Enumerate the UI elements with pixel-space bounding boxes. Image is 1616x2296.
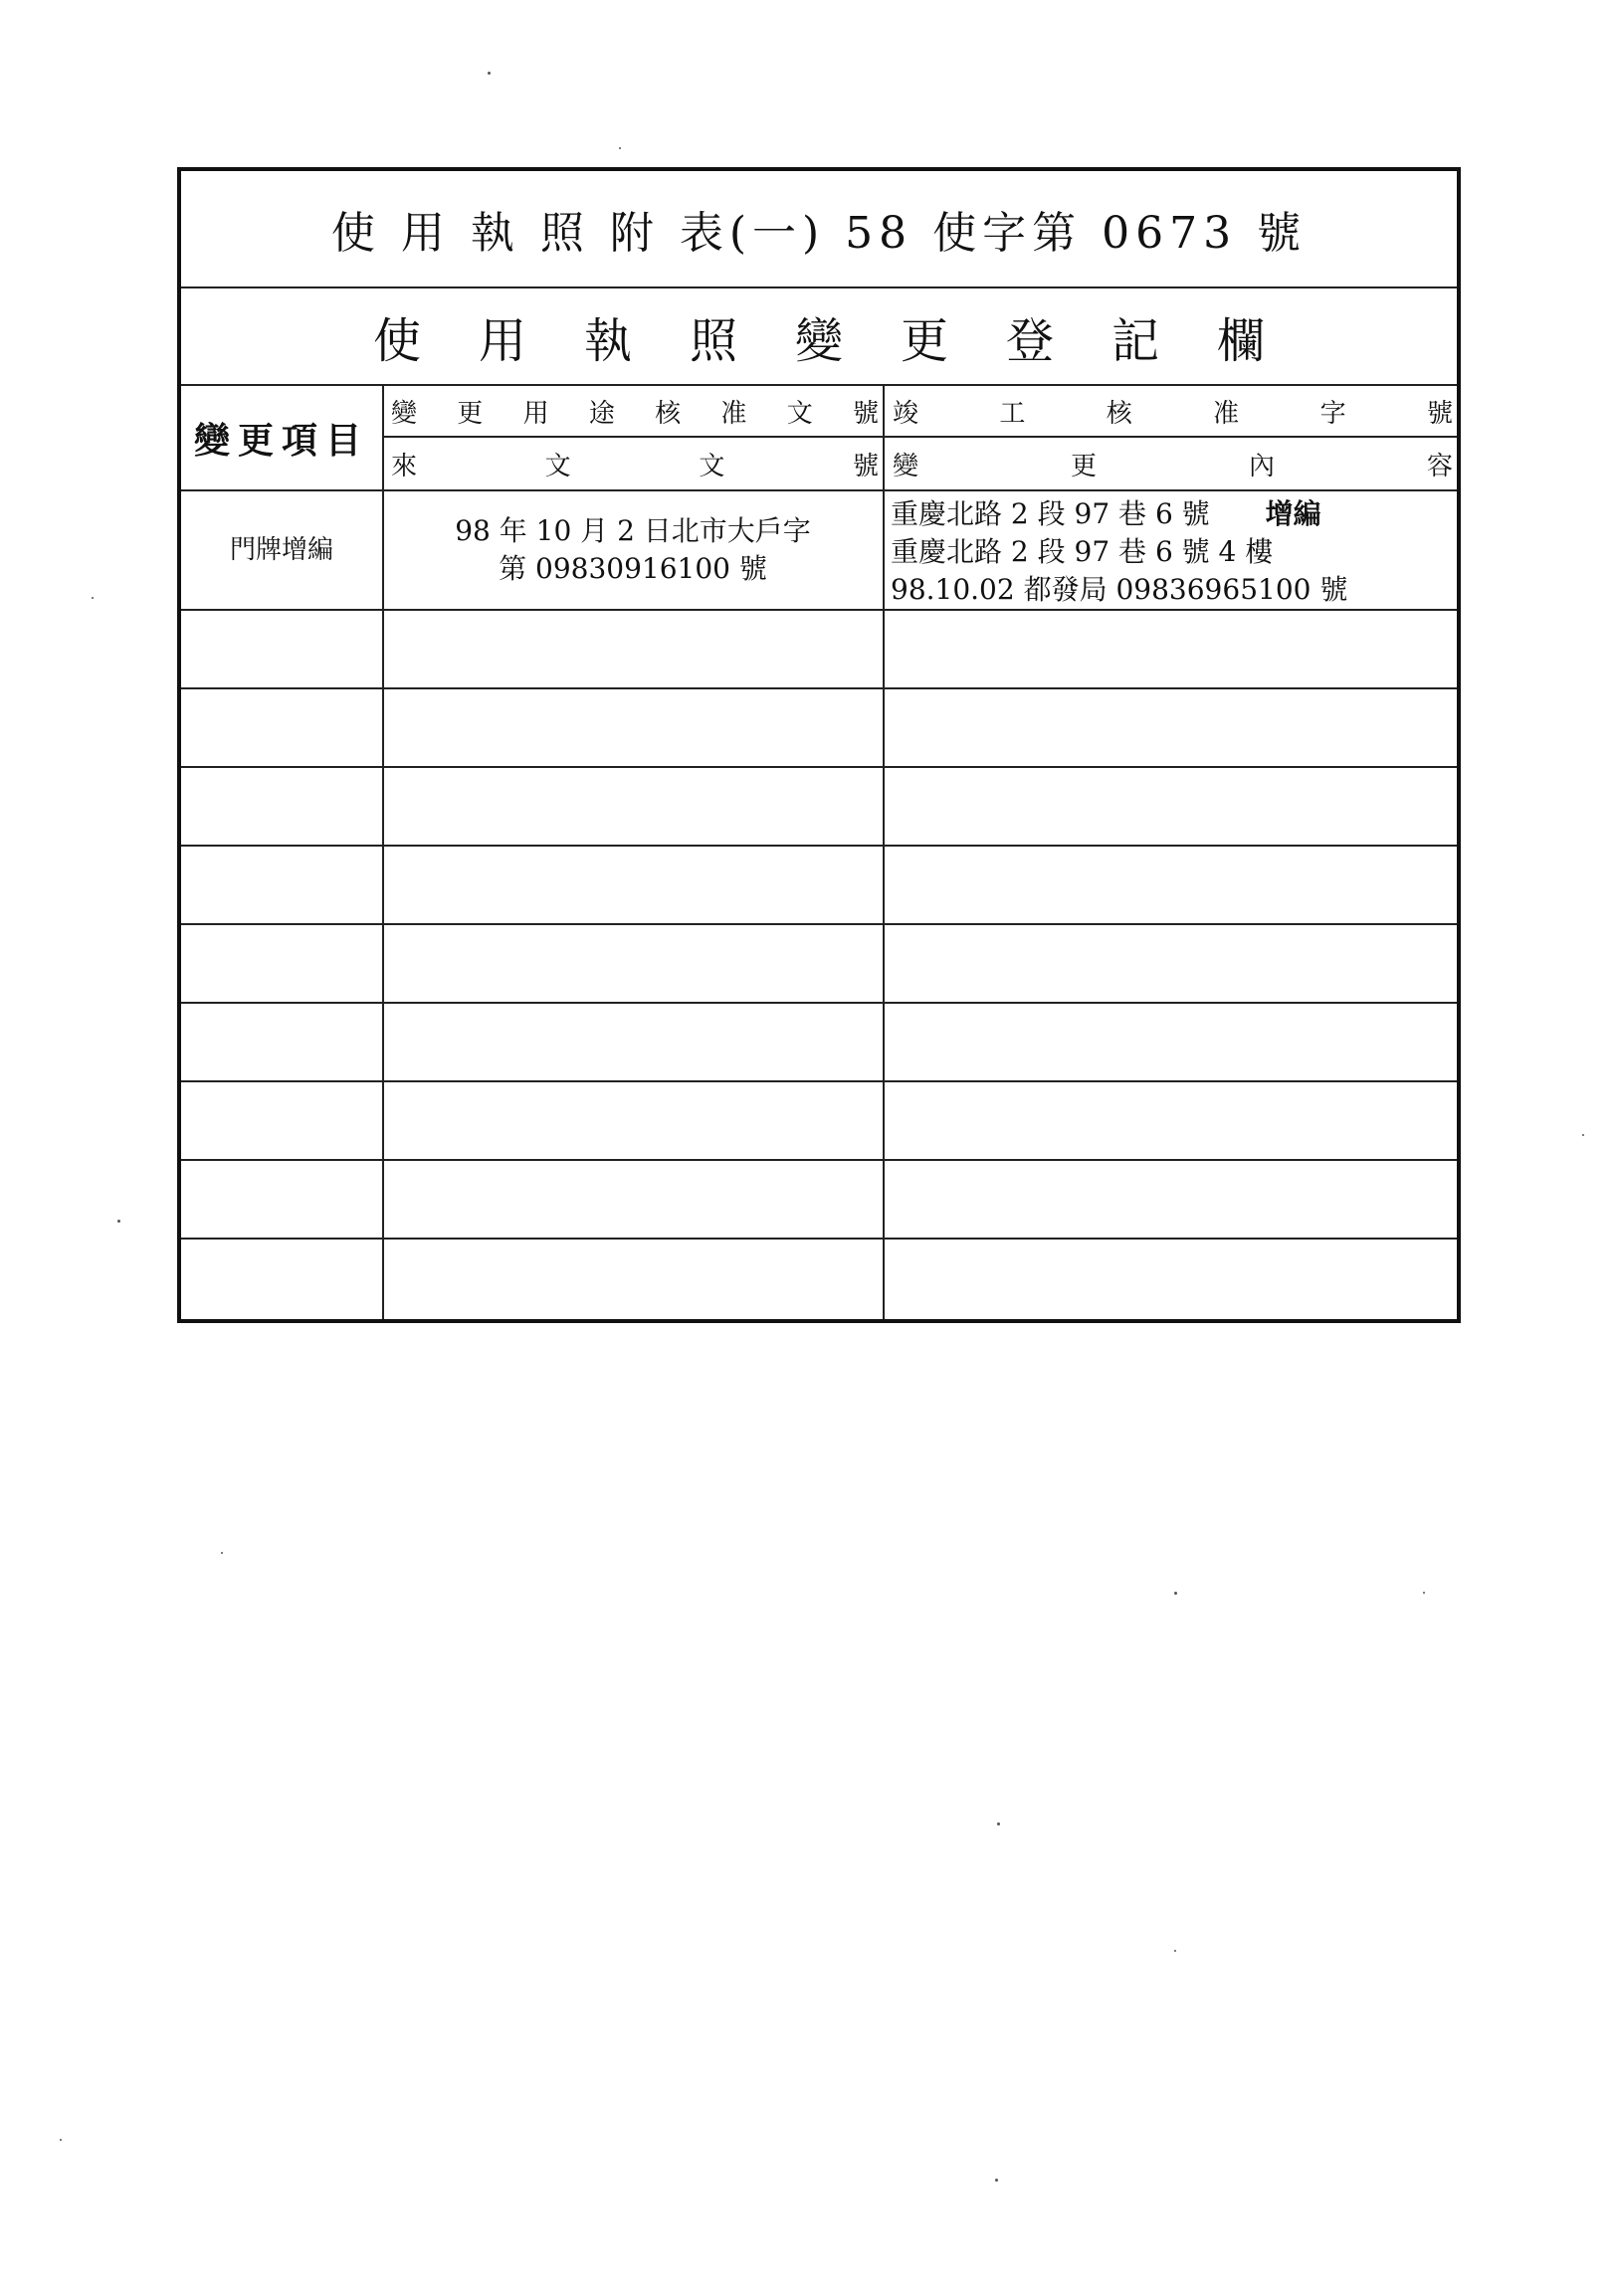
entry-content-tag: 增編 xyxy=(1265,497,1321,530)
row-divider xyxy=(181,687,1457,689)
header-change-content xyxy=(885,438,1457,489)
scan-speck xyxy=(221,1552,223,1554)
scan-speck xyxy=(1174,1950,1176,1952)
scan-speck xyxy=(117,1220,120,1223)
column-divider-2 xyxy=(883,384,885,1319)
scan-speck xyxy=(488,72,491,75)
row-divider xyxy=(181,1080,1457,1082)
column-divider-1 xyxy=(382,384,384,1319)
header-incoming-doc-number xyxy=(383,438,883,489)
form-subtitle: 使用執照變更登記欄 xyxy=(372,312,1322,369)
scan-speck xyxy=(619,147,621,149)
usage-license-change-form xyxy=(177,167,1461,1323)
header-completion-approval-number xyxy=(885,386,1457,436)
header-completion-text xyxy=(893,393,1453,430)
header-label-char: 變 xyxy=(893,451,919,481)
header-approval-doc-number xyxy=(383,386,883,436)
entry-doc-line-1: 98 年 10 月 2 日北市大戶字 xyxy=(455,514,811,547)
entry-doc-number xyxy=(383,491,883,609)
header-approval-doc-text xyxy=(391,393,879,430)
row-divider xyxy=(181,845,1457,847)
scan-speck xyxy=(1423,1592,1425,1594)
entry-content-line-3: 98.10.02 都發局 09836965100 號 xyxy=(891,573,1348,606)
row-divider xyxy=(181,1238,1457,1240)
header-label-char: 字 xyxy=(1319,398,1346,429)
header-label-char: 竣 xyxy=(893,398,919,429)
row-divider xyxy=(181,609,1457,611)
header-label-char: 用 xyxy=(522,398,549,429)
scan-speck xyxy=(995,2179,998,2182)
header-label-char: 來 xyxy=(391,451,418,481)
header-label-char: 文 xyxy=(699,451,725,481)
entry-doc-line-2: 第 09830916100 號 xyxy=(499,552,767,585)
row-divider xyxy=(181,1002,1457,1004)
header-label-char: 號 xyxy=(1426,398,1453,429)
header-label-char: 號 xyxy=(852,398,879,429)
row-divider xyxy=(181,766,1457,768)
header-label-char: 更 xyxy=(457,398,484,429)
header-incoming-doc-text xyxy=(391,446,879,482)
scan-speck xyxy=(997,1822,1000,1825)
header-label-char: 容 xyxy=(1426,451,1453,481)
header-label-char: 核 xyxy=(655,398,682,429)
header-label-char: 准 xyxy=(720,398,747,429)
form-title: 使 用 執 照 附 表(一) 58 使字第 0673 號 xyxy=(330,208,1308,259)
header-label-char: 變 xyxy=(391,398,418,429)
scan-speck xyxy=(1174,1592,1177,1595)
row-divider xyxy=(181,923,1457,925)
header-label-char: 核 xyxy=(1106,398,1132,429)
header-label-char: 途 xyxy=(588,398,615,429)
header-label-char: 工 xyxy=(999,398,1026,429)
scan-speck xyxy=(92,597,94,599)
header-label-char: 文 xyxy=(786,398,813,429)
entry-content-line-2: 重慶北路 2 段 97 巷 6 號 4 樓 xyxy=(891,535,1274,568)
entry-content-address-1: 重慶北路 2 段 97 巷 6 號 xyxy=(891,497,1210,530)
header-label-char: 更 xyxy=(1070,451,1097,481)
scan-speck xyxy=(60,2139,62,2141)
header-label-char: 文 xyxy=(544,451,571,481)
entry-content-line-1 xyxy=(891,495,1462,533)
header-label-char: 號 xyxy=(852,451,879,481)
header-mid-divider xyxy=(382,436,1457,438)
row-divider xyxy=(181,1159,1457,1161)
scan-speck xyxy=(1582,1134,1584,1136)
header-label-char: 內 xyxy=(1248,451,1275,481)
entry-change-content xyxy=(885,491,1462,609)
header-change-item: 變更項目 xyxy=(193,419,369,462)
header-label-char: 准 xyxy=(1213,398,1240,429)
header-change-content-text xyxy=(893,446,1453,482)
entry-change-item: 門牌增編 xyxy=(229,535,333,565)
